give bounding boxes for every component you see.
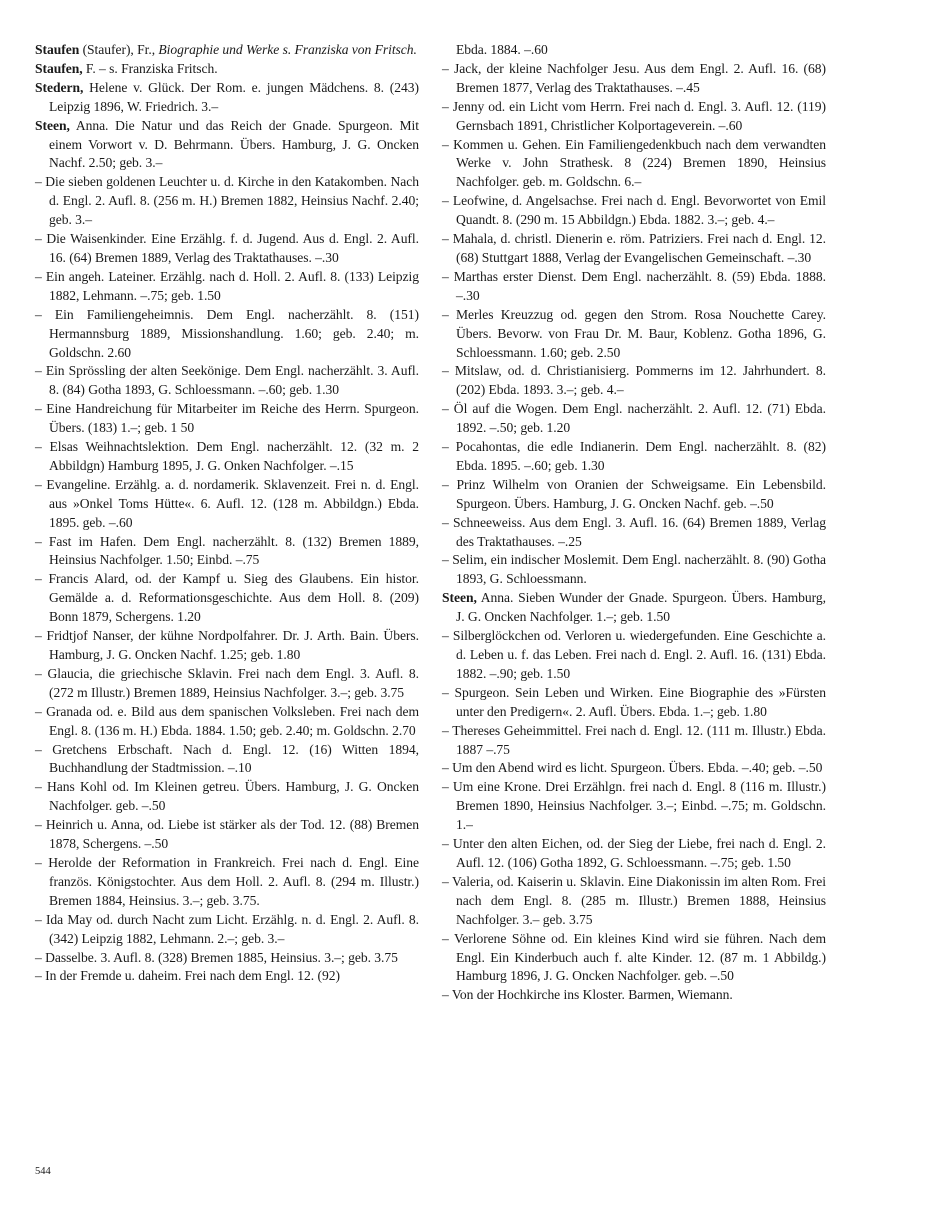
entry-text: – Pocahontas, die edle Indianerin. Dem Engl. nacherzählt. 8. (82) Ebda. 1895. –.60; geb. 1.30 xyxy=(442,439,826,473)
entry-text: – Die sieben goldenen Leuchter u. d. Kirche in den Katakomben. Nach d. Engl. 2. Aufl. 8. (256 m. H.) Bremen 1882, Heinsius Nachf. 2.40; geb. 3.– xyxy=(35,174,419,228)
bibliography-entry xyxy=(442,986,826,1005)
bibliography-entry xyxy=(35,362,419,400)
bibliography-entry xyxy=(442,551,826,589)
bibliography-entry xyxy=(442,192,826,230)
bibliography-entry xyxy=(35,816,419,854)
bibliography-entry xyxy=(442,930,826,987)
entry-text: – Evangeline. Erzählg. a. d. nordamerik. Sklavenzeit. Frei n. d. Engl. aus »Onkel Toms Hütte«. 6. Aufl. 12. (128 m. Abbildgn.) Ebda. 1895. geb. –.60 xyxy=(35,476,419,530)
entry-text: – Merles Kreuzzug od. gegen den Strom. Rosa Nouchette Carey. Übers. Bevorw. von Frau Dr. M. Baur, Koblenz. Gotha 1896, G. Schloessmann. 1.60; geb. 2.50 xyxy=(442,306,826,360)
entry-text: – Ida May od. durch Nacht zum Licht. Erzählg. n. d. Engl. 2. Aufl. 8. (342) Leipzig 1882, Lehmann. 2.–; geb. 3.– xyxy=(35,911,419,946)
entry-text: – Jenny od. ein Licht vom Herrn. Frei nach d. Engl. 3. Aufl. 12. (119) Gernsbach 1891, Christlicher Kolportageverein. –.60 xyxy=(442,98,826,133)
entry-text: – Herolde der Reformation in Frankreich. Frei nach d. Engl. Eine französ. Königstochter. Aus dem Holl. 2. Aufl. 8. (294 m. Illustr.) Bremen 1884, Heinsius. 3.–; geb. 3.75. xyxy=(35,854,419,908)
bibliography-entry xyxy=(442,41,826,60)
author-headword: Staufen, xyxy=(35,60,83,76)
bibliography-headword-entry xyxy=(442,589,826,627)
entry-text: – Eine Handreichung für Mitarbeiter im Reiche des Herrn. Spurgeon. Übers. (183) 1.–; geb. 1 50 xyxy=(35,401,419,436)
bibliography-entry xyxy=(35,854,419,911)
entry-text: – Öl auf die Wogen. Dem Engl. nacherzählt. 2. Aufl. 12. (71) Ebda. 1892. –.50; geb. 1.20 xyxy=(442,401,826,436)
entry-text: – Kommen u. Gehen. Ein Familiengedenkbuch nach dem verwandten Werke v. John Strathesk. 8 (224) Bremen 1890, Heinsius Nachfolger. geb. m. Goldschn. 6.– xyxy=(442,136,826,190)
entry-text: – Unter den alten Eichen, od. der Sieg der Liebe, frei nach d. Engl. 2. Aufl. 12. (106) Gotha 1892, G. Schloessmann. –.75; geb. 1.50 xyxy=(442,836,826,870)
entry-text: – Ein Familiengeheimnis. Dem Engl. nacherzählt. 8. (151) Hermannsburg 1889, Missionshandlung. 1.60; geb. 2.40; m. Goldschn. 2.60 xyxy=(35,306,419,360)
left-column xyxy=(35,41,419,986)
entry-text: Anna. Sieben Wunder der Gnade. Spurgeon. Übers. Hamburg, J. G. Oncken Nachfolger. 1.–; geb. 1.50 xyxy=(456,590,826,625)
bibliography-entry xyxy=(35,306,419,363)
bibliography-entry xyxy=(35,949,419,968)
entry-text: Helene v. Glück. Der Rom. e. jungen Mädchens. 8. (243) Leipzig 1896, W. Friedrich. 3.– xyxy=(49,79,419,114)
bibliography-entry xyxy=(442,362,826,400)
entry-text: Ebda. 1884. –.60 xyxy=(456,42,548,57)
bibliography-entry xyxy=(35,533,419,571)
bibliography-headword-entry xyxy=(35,41,419,60)
entry-text: – Silberglöckchen od. Verloren u. wiedergefunden. Eine Geschichte a. d. Leben u. f. das Leben. Frei nach d. Engl. 2. Aufl. 16. (131) Ebda. 1882. –.90; geb. 1.50 xyxy=(442,628,826,681)
bibliography-entry xyxy=(442,476,826,514)
entry-text: – Mahala, d. christl. Dienerin e. röm. Patriziers. Frei nach d. Engl. 12. (68) Stuttgart 1888, Verlag der Evangelischen Gemeinschaft. –.30 xyxy=(442,231,826,265)
entry-text: – Spurgeon. Sein Leben und Wirken. Eine Biographie des »Fürsten unter den Predigern«. 2. Aufl. Übers. Ebda. 1.–; geb. 1.80 xyxy=(442,684,826,719)
entry-text: – Verlorene Söhne od. Ein kleines Kind wird sie führen. Nach dem Engl. Ein Kinderbuch auch f. alte Kinder. 12. (87 m. 1 Abbildg.) Hamburg 1896, J. G. Oncken Nachfolger. geb. –.50 xyxy=(442,930,826,984)
bibliography-entry xyxy=(442,722,826,760)
entry-text: – Granada od. e. Bild aus dem spanischen Volksleben. Frei nach dem Engl. 8. (136 m. H.) Ebda. 1884. 1.50; geb. 2.40; m. Goldschn. 2.70 xyxy=(35,703,419,738)
entry-text: – Um eine Krone. Drei Erzählgn. frei nach d. Engl. 8 (116 m. Illustr.) Bremen 1890, Heinsius Nachfolger. 3.–; Einbd. –.75; m. Goldschn. 1.– xyxy=(442,779,826,833)
bibliography-entry xyxy=(442,684,826,722)
bibliography-entry xyxy=(442,759,826,778)
bibliography-entry xyxy=(35,570,419,627)
bibliography-entry xyxy=(442,627,826,684)
bibliography-entry xyxy=(35,703,419,741)
author-headword: Steen, xyxy=(35,117,70,133)
bibliography-entry xyxy=(442,835,826,873)
entry-text: – Hans Kohl od. Im Kleinen getreu. Übers. Hamburg, J. G. Oncken Nachfolger. geb. –.50 xyxy=(35,779,419,814)
entry-text: – Fast im Hafen. Dem Engl. nacherzählt. 8. (132) Bremen 1889, Heinsius Nachfolger. 1.50; Einbd. –.75 xyxy=(35,533,419,568)
bibliography-entry xyxy=(35,173,419,230)
bibliography-entry xyxy=(35,230,419,268)
bibliography-entry xyxy=(442,230,826,268)
bibliography-headword-entry xyxy=(35,79,419,117)
entry-text: – In der Fremde u. daheim. Frei nach dem Engl. 12. (92) xyxy=(35,968,340,984)
bibliography-entry xyxy=(442,306,826,363)
entry-text: – Mitslaw, od. d. Christianisierg. Pommerns im 12. Jahrhundert. 8. (202) Ebda. 1893. 3.–; geb. 4.– xyxy=(442,363,826,398)
entry-text: – Die Waisenkinder. Eine Erzählg. f. d. Jugend. Aus d. Engl. 2. Aufl. 16. (64) Bremen 1889, Verlag des Traktathauses. –.30 xyxy=(35,231,419,265)
bibliography-entry xyxy=(35,400,419,438)
bibliography-entry xyxy=(35,627,419,665)
bibliography-entry xyxy=(442,778,826,835)
page-number: 544 xyxy=(35,1166,51,1177)
entry-text: Anna. Die Natur und das Reich der Gnade. Spurgeon. Mit einem Vorwort v. D. Behrmann. Übers. Hamburg, J. G. Oncken Nachf. 2.50; geb. 3.– xyxy=(49,117,419,171)
bibliography-entry xyxy=(442,136,826,193)
bibliography-entry xyxy=(35,438,419,476)
entry-text: – Thereses Geheimmittel. Frei nach d. Engl. 12. (111 m. Illustr.) Ebda. 1887 –.75 xyxy=(442,722,826,757)
bibliography-entry xyxy=(35,476,419,533)
bibliography-entry xyxy=(35,741,419,779)
author-headword: Steen, xyxy=(442,590,477,606)
bibliography-entry xyxy=(442,873,826,930)
bibliography-headword-entry xyxy=(35,60,419,79)
bibliography-entry xyxy=(442,268,826,306)
entry-italic-text: Biographie und Werke s. Franziska von Fritsch. xyxy=(158,42,417,57)
entry-text: – Jack, der kleine Nachfolger Jesu. Aus dem Engl. 2. Aufl. 16. (68) Bremen 1877, Verlag des Traktathauses. –.45 xyxy=(442,60,826,95)
entry-text: – Ein angeh. Lateiner. Erzählg. nach d. Holl. 2. Aufl. 8. (133) Leipzig 1882, Lehmann. –.75; geb. 1.50 xyxy=(35,268,419,303)
author-headword: Staufen xyxy=(35,42,80,57)
entry-text: – Ein Sprössling der alten Seekönige. Dem Engl. nacherzählt. 3. Aufl. 8. (84) Gotha 1893, G. Schloessmann. –.60; geb. 1.30 xyxy=(35,363,419,398)
bibliography-entry xyxy=(35,911,419,949)
entry-text: – Dasselbe. 3. Aufl. 8. (328) Bremen 1885, Heinsius. 3.–; geb. 3.75 xyxy=(35,949,398,965)
author-headword: Stedern, xyxy=(35,79,84,95)
bibliography-entry xyxy=(35,967,419,986)
entry-text: – Leofwine, d. Angelsachse. Frei nach d. Engl. Bevorwortet von Emil Quandt. 8. (290 m. 15 Abbildgn.) Ebda. 1882. 3.–; geb. 4.– xyxy=(442,193,826,228)
entry-text: – Francis Alard, od. der Kampf u. Sieg des Glaubens. Ein histor. Gemälde a. d. Reformationsgeschichte. Aus dem Holl. 8. (209) Bonn 1879, Schergens. 1.20 xyxy=(35,571,419,625)
entry-text: F. – s. Franziska Fritsch. xyxy=(82,60,218,76)
entry-text: – Fridtjof Nanser, der kühne Nordpolfahrer. Dr. J. Arth. Bain. Übers. Hamburg, J. G. Oncken Nachf. 1.25; geb. 1.80 xyxy=(35,628,419,662)
bibliography-entry xyxy=(442,514,826,552)
entry-text: – Selim, ein indischer Moslemit. Dem Engl. nacherzählt. 8. (90) Gotha 1893, G. Schloessmann. xyxy=(442,552,826,587)
bibliography-headword-entry xyxy=(35,117,419,174)
bibliography-entry xyxy=(35,778,419,816)
entry-text: – Um den Abend wird es licht. Spurgeon. Übers. Ebda. –.40; geb. –.50 xyxy=(442,760,823,776)
entry-text: – Glaucia, die griechische Sklavin. Frei nach dem Engl. 3. Aufl. 8. (272 m Illustr.) Bremen 1889, Heinsius Nachfolger. 3.–; geb. 3.75 xyxy=(35,665,419,700)
bibliography-entry xyxy=(442,98,826,136)
right-column xyxy=(442,41,826,1005)
entry-text: (Staufer), Fr., xyxy=(79,42,159,57)
entry-text: – Marthas erster Dienst. Dem Engl. nacherzählt. 8. (59) Ebda. 1888. –.30 xyxy=(442,268,826,303)
entry-text: – Gretchens Erbschaft. Nach d. Engl. 12. (16) Witten 1894, Buchhandlung der Stadtmission. –.10 xyxy=(35,741,419,776)
entry-text: – Valeria, od. Kaiserin u. Sklavin. Eine Diakonissin im alten Rom. Frei nach dem Engl. 8. (285 m. Illustr.) Bremen 1888, Heinsius Nachfolger. 3.– geb. 3.75 xyxy=(442,873,826,927)
bibliography-entry xyxy=(442,400,826,438)
bibliography-entry xyxy=(442,438,826,476)
bibliography-entry xyxy=(35,665,419,703)
bibliography-entry xyxy=(442,60,826,98)
bibliography-entry xyxy=(35,268,419,306)
entry-text: – Elsas Weihnachtslektion. Dem Engl. nacherzählt. 12. (32 m. 2 Abbildgn) Hamburg 1895, J. G. Onken Nachfolger. –.15 xyxy=(35,439,419,473)
entry-text: – Schneeweiss. Aus dem Engl. 3. Aufl. 16. (64) Bremen 1889, Verlag des Traktathauses. –.25 xyxy=(442,514,826,549)
entry-text: – Prinz Wilhelm von Oranien der Schweigsame. Ein Lebensbild. Spurgeon. Übers. Hamburg, J. G. Oncken Nachf. geb. –.50 xyxy=(442,476,826,511)
entry-text: – Von der Hochkirche ins Kloster. Barmen, Wiemann. xyxy=(442,987,733,1003)
entry-text: – Heinrich u. Anna, od. Liebe ist stärker als der Tod. 12. (88) Bremen 1878, Schergens. –.50 xyxy=(35,817,419,852)
